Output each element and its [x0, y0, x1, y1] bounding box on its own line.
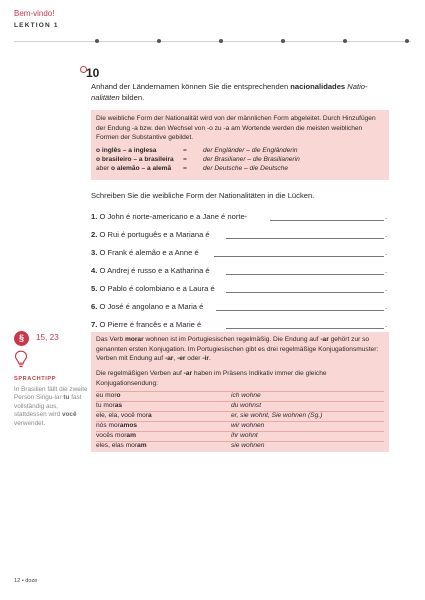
lightbulb-icon	[14, 350, 28, 368]
answer-blank[interactable]	[226, 292, 384, 293]
question-item: 3. O Frank é alemão e a Anne é	[91, 248, 199, 257]
conjugation-explanation: Das Verb morar wohnen ist im Portugiesischen regelmäßig. Die Endung auf -ar gehört zur so genannten ersten Konjugation. Im Portugiesischen gibt es drei regelmäßige Konjugationsmuster: Verben mit Endung auf -ar, -er oder -ir.	[96, 336, 379, 363]
question-item: 1. O John é norte-americano e a Jane é norte-	[91, 212, 248, 221]
grammar-row: o brasileiro – a brasileira = der Brasilianer – die Brasilianerin	[96, 156, 300, 163]
divider-dot	[219, 39, 223, 43]
conjugation-form: vocês moram	[96, 432, 136, 439]
grammar-text: Die weibliche Form der Nationalität wird von der männlichen Form abgeleitet. Durch Hinzufügen der Endung -a bzw. den Wechsel von -o zu -a am Wortende werden die meisten weiblichen Formen der Substantive gebildet.	[96, 115, 376, 142]
grammar-box	[91, 110, 389, 180]
conjugation-rule: Die regelmäßigen Verben auf -ar haben im Präsens Indikativ immer die gleiche Konjugationsendung:	[96, 370, 327, 387]
question-item: 4. O Andrej é russo e a Katharina é	[91, 266, 210, 275]
grammar-row: aber o alemão – a alemã = der Deutsche – die Deutsche	[96, 165, 289, 172]
divider-dot	[343, 39, 347, 43]
conjugation-form: eu moro	[96, 392, 121, 399]
conjugation-translation: er, sie wohnt, Sie wohnen (Sg.)	[231, 412, 323, 419]
answer-blank[interactable]	[226, 274, 384, 275]
conjugation-translation: sie wohnen	[231, 442, 265, 449]
conjugation-translation: ich wohne	[231, 392, 261, 399]
end-dot: .	[385, 248, 388, 257]
answer-blank[interactable]	[226, 238, 384, 239]
divider-dot	[281, 39, 285, 43]
end-dot: .	[385, 320, 388, 329]
conjugation-box	[91, 332, 389, 452]
page-number: 12 • doze	[14, 578, 38, 584]
conjugation-form: ele, ela, você mora	[96, 412, 152, 419]
answer-blank[interactable]	[216, 310, 384, 311]
question-item: 2. O Rui é português e a Mariana é	[91, 230, 210, 239]
paragraph-ref-icon: §	[14, 331, 29, 346]
answer-blank[interactable]	[226, 328, 384, 329]
answer-blank[interactable]	[214, 256, 384, 257]
answer-blank[interactable]	[270, 220, 384, 221]
conjugation-form: eles, elas moram	[96, 442, 147, 449]
conjugation-translation: ihr wohnt	[231, 432, 258, 439]
lesson-label: LEKTION 1	[14, 22, 59, 29]
conjugation-form: tu moras	[96, 402, 123, 409]
end-dot: .	[385, 266, 388, 275]
divider-dot	[405, 39, 409, 43]
question-item: 7. O Pierre é francês e a Marie é	[91, 320, 202, 329]
header-title: Bem-vindo!	[14, 9, 55, 18]
tip-text: In Brasilien fällt die zweite Person Singu-lar tu fast vollständig aus, stattdessen wird você verwendet.	[14, 386, 88, 427]
end-dot: .	[385, 212, 388, 221]
exercise-number: 10	[86, 66, 100, 80]
conjugation-form: nós moramos	[96, 422, 138, 429]
conjugation-translation: du wohnst	[231, 402, 262, 409]
end-dot: .	[385, 284, 388, 293]
exercise-intro: Anhand der Ländernamen können Sie die entsprechenden nacionalidades Natio-nalitäten bilden.	[91, 82, 368, 102]
tip-label: SPRACHTIPP	[14, 376, 57, 382]
divider-dot	[157, 39, 161, 43]
grammar-row: o inglês – a inglesa = der Engländer – die Engländerin	[96, 147, 298, 154]
question-item: 5. O Pablo é colombiano e a Laura é	[91, 284, 215, 293]
header-divider	[14, 41, 411, 42]
end-dot: .	[385, 230, 388, 239]
grammar-reference: 15, 23	[36, 333, 59, 342]
end-dot: .	[385, 302, 388, 311]
conjugation-translation: wir wohnen	[231, 422, 265, 429]
task-instruction: Schreiben Sie die weibliche Form der Nationalitäten in die Lücken.	[91, 191, 315, 200]
question-item: 6. O José é angolano e a Maria é	[91, 302, 204, 311]
divider-dot	[95, 39, 99, 43]
